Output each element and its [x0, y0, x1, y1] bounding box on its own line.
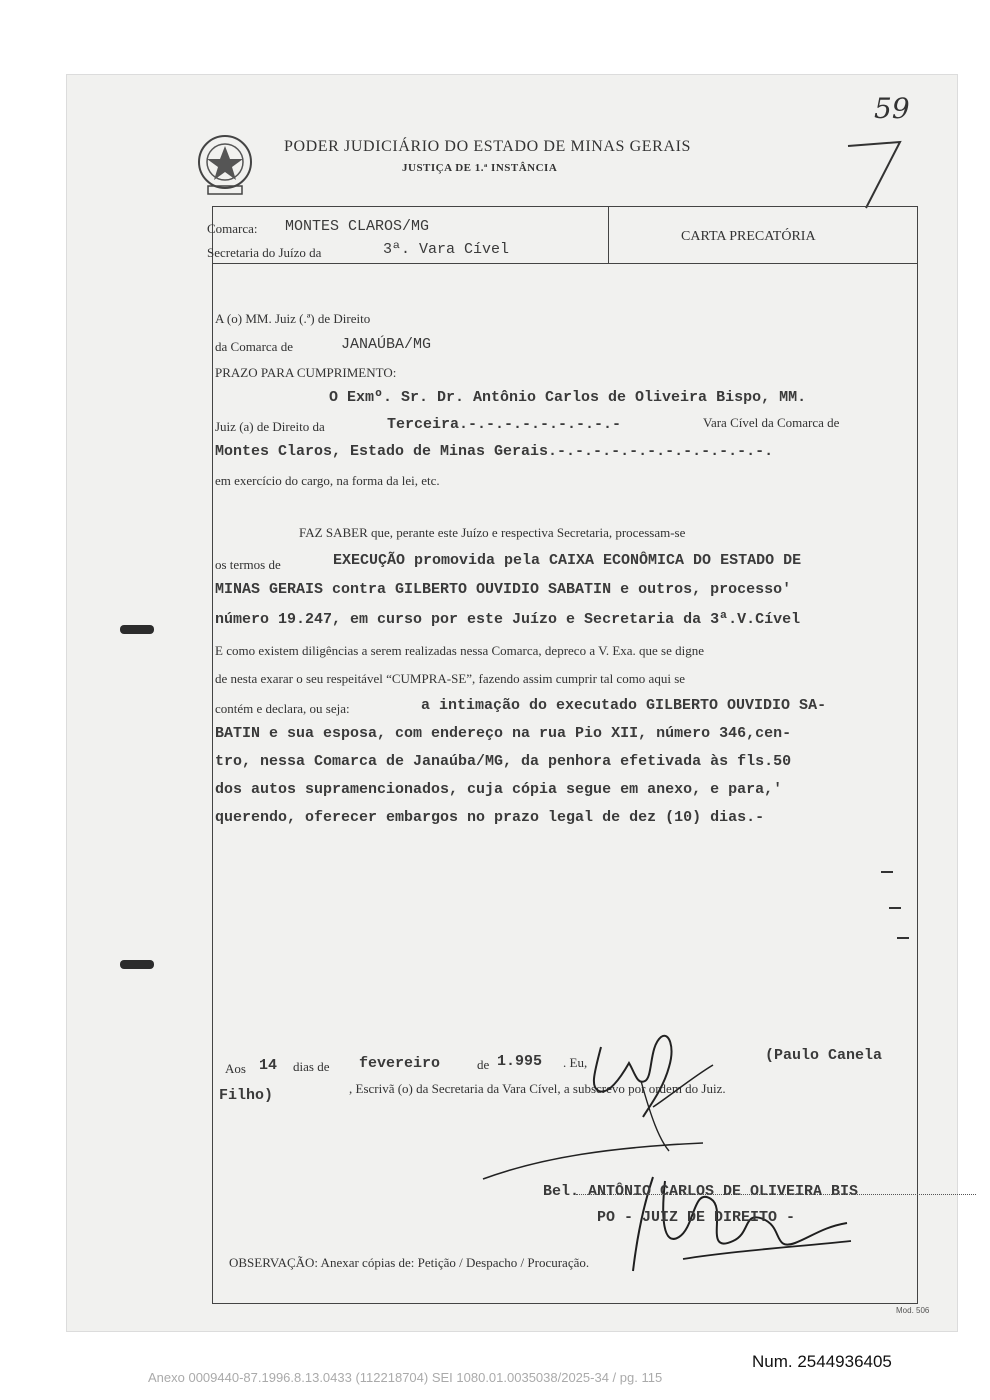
punch-hole-top [120, 625, 154, 634]
dash-mark [897, 937, 909, 939]
judge-line-4: em exercício do cargo, na forma da lei, etc. [215, 473, 440, 488]
judge-label-a: Juiz (a) de Direito da [215, 419, 325, 434]
body-para-2: E como existem diligências a serem realizadas nessa Comarca, depreco a V. Exa. que se digne [215, 643, 705, 658]
document-type: CARTA PRECATÓRIA [681, 229, 816, 244]
observacao: OBSERVAÇÃO: Anexar cópias de: Petição / Despacho / Procuração. [229, 1255, 590, 1270]
comarca-destino-value: JANAÚBA/MG [341, 336, 432, 353]
judge-line-3: Montes Claros, Estado de Minas Gerais.-.-.-.-.-.-.-.-.-.-.-.-. [215, 443, 774, 460]
dash-mark [889, 907, 901, 909]
closing-name-2: Filho) [219, 1087, 274, 1104]
closing-eu: . Eu, [563, 1055, 588, 1070]
closing-dias-de: dias de [293, 1059, 330, 1074]
document-page [66, 74, 958, 1332]
instance-subheading: JUSTIÇA DE 1.ª INSTÂNCIA [402, 162, 558, 174]
form-model-code: Mod. 506 [896, 1306, 930, 1315]
prazo-label: PRAZO PARA CUMPRIMENTO: [215, 365, 397, 380]
header-column-divider [608, 207, 609, 263]
body-para-1b: os termos de [215, 557, 281, 572]
folio-number: 59 [874, 92, 910, 125]
comarca-label: Comarca: [207, 221, 258, 236]
body-para-1a: FAZ SABER que, perante este Juízo e respectiva Secretaria, processam-se [299, 525, 686, 540]
closing-year: 1.995 [497, 1053, 543, 1070]
secretaria-label: Secretaria do Juízo da [207, 245, 322, 260]
judge-signature-name: Bel. ANTÔNIO CARLOS DE OLIVEIRA BIS [543, 1183, 859, 1200]
body-typed-6: tro, nessa Comarca de Janaúba/MG, da penhora efetivada às fls.50 [215, 753, 792, 770]
judge-signature-title: PO - JUIZ DE DIREITO - [597, 1209, 796, 1226]
closing-day: 14 [259, 1057, 278, 1074]
body-typed-5: BATIN e sua esposa, com endereço na rua Pio XII, número 346,cen- [215, 725, 792, 742]
closing-aos: Aos [225, 1061, 246, 1076]
body-para-3: de nesta exarar o seu respeitável “CUMPRA-SE”, fazendo assim cumprir tal como aqui se [215, 671, 686, 686]
folio-stroke-mark [842, 136, 908, 214]
comarca-value: MONTES CLAROS/MG [285, 218, 430, 235]
body-typed-1: EXECUÇÃO promovida pela CAIXA ECONÔMICA DO ESTADO DE [333, 552, 802, 569]
comarca-destino-label: da Comarca de [215, 339, 293, 354]
addressee-line: A (o) MM. Juiz (.ª) de Direito [215, 311, 371, 326]
closing-name-1: (Paulo Canela [765, 1047, 883, 1064]
body-typed-7: dos autos supramencionados, cuja cópia segue em anexo, e para,' [215, 781, 783, 798]
form-frame [207, 206, 918, 1304]
body-typed-4: a intimação do executado GILBERTO OUVIDIO SA- [421, 697, 827, 714]
judge-line-1: O Exmº. Sr. Dr. Antônio Carlos de Oliveira Bispo, MM. [329, 389, 807, 406]
coat-of-arms-icon [190, 132, 260, 198]
punch-hole-bottom [120, 960, 154, 969]
process-reference: Anexo 0009440-87.1996.8.13.0433 (112218704) SEI 1080.01.0035038/2025-34 / pg. 115 [148, 1370, 663, 1385]
secretaria-value: 3ª. Vara Cível [383, 241, 510, 258]
dash-mark [881, 871, 893, 873]
judge-label-b: Vara Cível da Comarca de [703, 415, 840, 430]
closing-rest: , Escrivã (o) da Secretaria da Vara Cível, a subscrevo por ordem do Juiz. [349, 1081, 726, 1096]
document-number: Num. 2544936405 [752, 1352, 892, 1371]
body-typed-2: MINAS GERAIS contra GILBERTO OUVIDIO SABATIN e outros, processo' [215, 581, 792, 598]
judge-vara: Terceira.-.-.-.-.-.-.-.-.- [387, 416, 622, 433]
institution-heading: PODER JUDICIÁRIO DO ESTADO DE MINAS GERAIS [284, 138, 692, 155]
header-separator [213, 263, 917, 264]
body-typed-8: querendo, oferecer embargos no prazo legal de dez (10) dias.- [215, 809, 765, 826]
signature-dotted-line [576, 1194, 976, 1195]
closing-month: fevereiro [359, 1055, 441, 1072]
body-para-4: contém e declara, ou seja: [215, 701, 350, 716]
body-typed-3: número 19.247, em curso por este Juízo e Secretaria da 3ª.V.Cível [215, 611, 801, 628]
closing-de: de [477, 1057, 490, 1072]
